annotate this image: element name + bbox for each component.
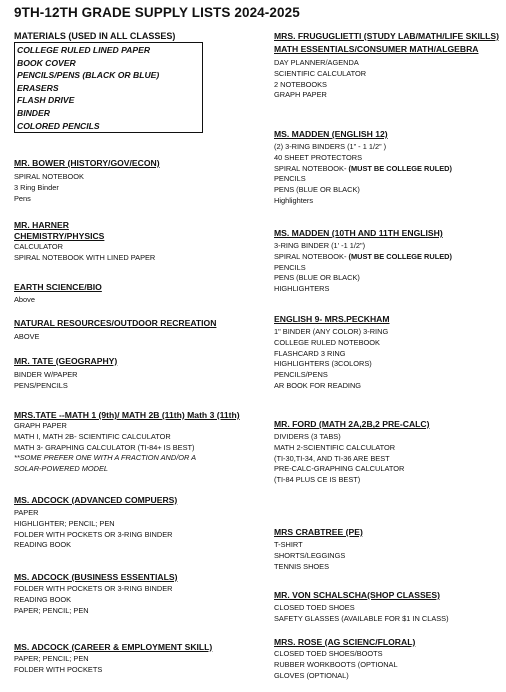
supply-item: 3 Ring Binder — [14, 182, 59, 192]
section-heading: MR. TATE (GEOGRAPHY) — [14, 356, 118, 366]
materials-box — [14, 42, 203, 133]
supply-item: DIVIDERS (3 TABS) — [274, 432, 341, 441]
section-heading: MR. HARNER — [14, 220, 69, 230]
materials-item: PENCILS/PENS (BLACK OR BLUE) — [17, 70, 160, 81]
supply-item: 1" BINDER (ANY COLOR) 3-RING — [274, 327, 389, 336]
section-heading: MS. ADCOCK (BUSINESS ESSENTIALS) — [14, 572, 178, 582]
supply-item: MATH 3- GRAPHING CALCULATOR (TI-84+ IS BEST) — [14, 442, 195, 452]
supply-item: 40 SHEET PROTECTORS — [274, 152, 363, 162]
supply-item: FOLDER WITH POCKETS OR 3-RING BINDER — [14, 584, 173, 593]
supply-item-spiral — [274, 252, 452, 263]
supply-item: PAPER — [14, 508, 39, 517]
supply-item: (TI-84 PLUS CE IS BEST) — [274, 475, 361, 485]
section-rose — [274, 637, 415, 681]
section-von-schalscha — [274, 590, 449, 625]
section-adcock-business — [14, 572, 177, 616]
section-heading: MS. MADDEN (ENGLISH 12) — [274, 129, 388, 139]
supply-item: SPIRAL NOTEBOOK — [14, 172, 84, 181]
supply-item-text: SPIRAL NOTEBOOK- — [274, 251, 349, 261]
section-madden-12 — [274, 129, 452, 207]
supply-item: BINDER W/PAPER — [14, 370, 78, 379]
supply-item: FOLDER WITH POCKETS OR 3-RING BINDER — [14, 529, 173, 539]
supply-item: HIGHLIGHTER; PENCIL; PEN — [14, 518, 115, 528]
section-natural-resources — [14, 318, 216, 343]
supply-item: PAPER; PENCIL; PEN — [14, 654, 89, 663]
section-heading: MR. BOWER (HISTORY/GOV/ECON) — [14, 158, 160, 168]
supply-item: T-SHIRT — [274, 540, 303, 549]
supply-item: 2 NOTEBOOKS — [274, 79, 327, 89]
supply-item: SAFETY GLASSES (AVAILABLE FOR $1 IN CLASS) — [274, 613, 449, 623]
supply-item: (2) 3-RING BINDERS (1” - 1 1/2” ) — [274, 142, 387, 151]
supply-item: CALCULATOR — [14, 242, 64, 251]
section-earth-science — [14, 282, 102, 306]
supply-item: 3-RING BINDER (1' -1 1/2") — [274, 241, 366, 250]
materials-item: FLASH DRIVE — [17, 95, 75, 106]
supply-item: PENCILS/PENS — [274, 370, 328, 380]
section-heading: MRS.TATE --MATH 1 (9th)/ MATH 2B (11th) Math 3 (11th) — [14, 410, 240, 420]
supply-item: TENNIS SHOES — [274, 561, 330, 571]
supply-item: CLOSED TOED SHOES — [274, 603, 355, 612]
supply-item: MATH I, MATH 2B- SCIENTIFIC CALCULATOR — [14, 431, 171, 441]
materials-item: BOOK COVER — [17, 57, 76, 68]
materials-item: COLORED PENCILS — [17, 120, 100, 131]
section-subheading: CHEMISTRY/PHYSICS — [14, 231, 105, 241]
section-madden-10-11 — [274, 228, 452, 295]
supply-item: (TI-30,TI-34, AND TI-36 ARE BEST — [274, 453, 390, 463]
supply-item-emphasis: (MUST BE COLLEGE RULED) — [348, 163, 452, 173]
section-adcock-career — [14, 642, 212, 676]
section-harner — [14, 220, 155, 264]
section-heading: MR. VON SCHALSCHA(SHOP CLASSES) — [274, 590, 441, 600]
section-ford — [274, 419, 429, 486]
supply-item: SHORTS/LEGGINGS — [274, 550, 346, 560]
supply-note: SOLAR-POWERED MODEL — [14, 464, 109, 474]
supply-item: AR BOOK FOR READING — [274, 380, 362, 390]
section-adcock-advanced — [14, 495, 177, 551]
section-heading: EARTH SCIENCE/BIO — [14, 282, 102, 292]
supply-item-spiral — [274, 164, 452, 175]
supply-item: DAY PLANNER/AGENDA — [274, 58, 359, 67]
supply-item: PENCILS — [274, 262, 306, 272]
section-heading: MS. ADCOCK (ADVANCED COMPUERS) — [14, 495, 178, 505]
supply-item: READING BOOK — [14, 594, 72, 604]
supply-item: HIGHLIGHTERS — [274, 284, 330, 294]
supply-item: GLOVES (OPTIONAL) — [274, 670, 349, 680]
materials-item: COLLEGE RULED LINED PAPER — [17, 45, 151, 55]
materials-section — [14, 31, 203, 133]
supply-item-emphasis: (MUST BE COLLEGE RULED) — [348, 251, 452, 261]
section-heading: MRS. ROSE (AG SCIENC/FLORAL) — [274, 637, 416, 647]
supply-item: PENS/PENCILS — [14, 380, 68, 390]
materials-item: ERASERS — [17, 82, 59, 93]
section-crabtree — [274, 527, 363, 572]
supply-note: **SOME PREFER ONE WITH A FRACTION AND/OR A — [14, 453, 197, 463]
supply-item: CLOSED TOED SHOES/BOOTS — [274, 649, 383, 658]
supply-item: Highlighters — [274, 195, 314, 205]
section-heading: ENGLISH 9- MRS.PECKHAM — [274, 314, 390, 324]
section-heading: MR. FORD (MATH 2A,2B,2 PRE-CALC) — [274, 419, 430, 429]
section-bower — [14, 158, 160, 204]
supply-item: SPIRAL NOTEBOOK WITH LINED PAPER — [14, 252, 156, 262]
section-peckham — [274, 314, 390, 392]
section-heading: MS. ADCOCK (CAREER & EMPLOYMENT SKILL) — [14, 642, 213, 652]
supply-item: COLLEGE RULED NOTEBOOK — [274, 337, 380, 347]
section-mr-tate — [14, 356, 117, 392]
section-mrs-tate — [14, 410, 240, 475]
supply-item: PENS (BLUE OR BLACK) — [274, 273, 360, 283]
supply-item: PAPER; PENCIL; PEN — [14, 605, 89, 615]
supply-item: SCIENTIFIC CALCULATOR — [274, 68, 367, 78]
supply-item: PRE-CALC-GRAPHING CALCULATOR — [274, 464, 405, 474]
supply-item: READING BOOK — [14, 540, 72, 550]
materials-heading: MATERIALS (USED IN ALL CLASSES) — [14, 31, 176, 41]
supply-item: PENCILS — [274, 174, 306, 184]
supply-item: GRAPH PAPER — [274, 90, 327, 100]
section-heading: MS. MADDEN (10TH AND 11TH ENGLISH) — [274, 228, 443, 238]
materials-item: BINDER — [17, 107, 50, 118]
supply-item: FLASHCARD 3 RING — [274, 348, 346, 358]
supply-item: PENS (BLUE OR BLACK) — [274, 185, 360, 195]
supply-item: GRAPH PAPER — [14, 421, 67, 430]
section-heading: MRS CRABTREE (PE) — [274, 527, 363, 537]
supply-item: MATH 2-SCIENTIFIC CALCULATOR — [274, 442, 396, 452]
section-heading: MRS. FRUGUGLIETTI (STUDY LAB/MATH/LIFE SKILLS) — [274, 31, 500, 41]
supply-item-text: SPIRAL NOTEBOOK- — [274, 163, 349, 173]
supply-item: Pens — [14, 193, 31, 203]
supply-item: Above — [14, 295, 35, 304]
section-heading: NATURAL RESOURCES/OUTDOOR RECREATION — [14, 318, 217, 328]
page-title: 9TH-12TH GRADE SUPPLY LISTS 2024-2025 — [14, 5, 300, 20]
section-subheading: MATH ESSENTIALS/CONSUMER MATH/ALGEBRA — [274, 44, 479, 54]
supply-item: RUBBER WORKBOOTS (OPTIONAL — [274, 659, 398, 669]
section-frugueletti — [274, 31, 499, 101]
supply-item: FOLDER WITH POCKETS — [14, 664, 103, 674]
supply-item: HIGHLIGHTERS (3COLORS) — [274, 359, 372, 369]
supply-item: ABOVE — [14, 332, 40, 341]
